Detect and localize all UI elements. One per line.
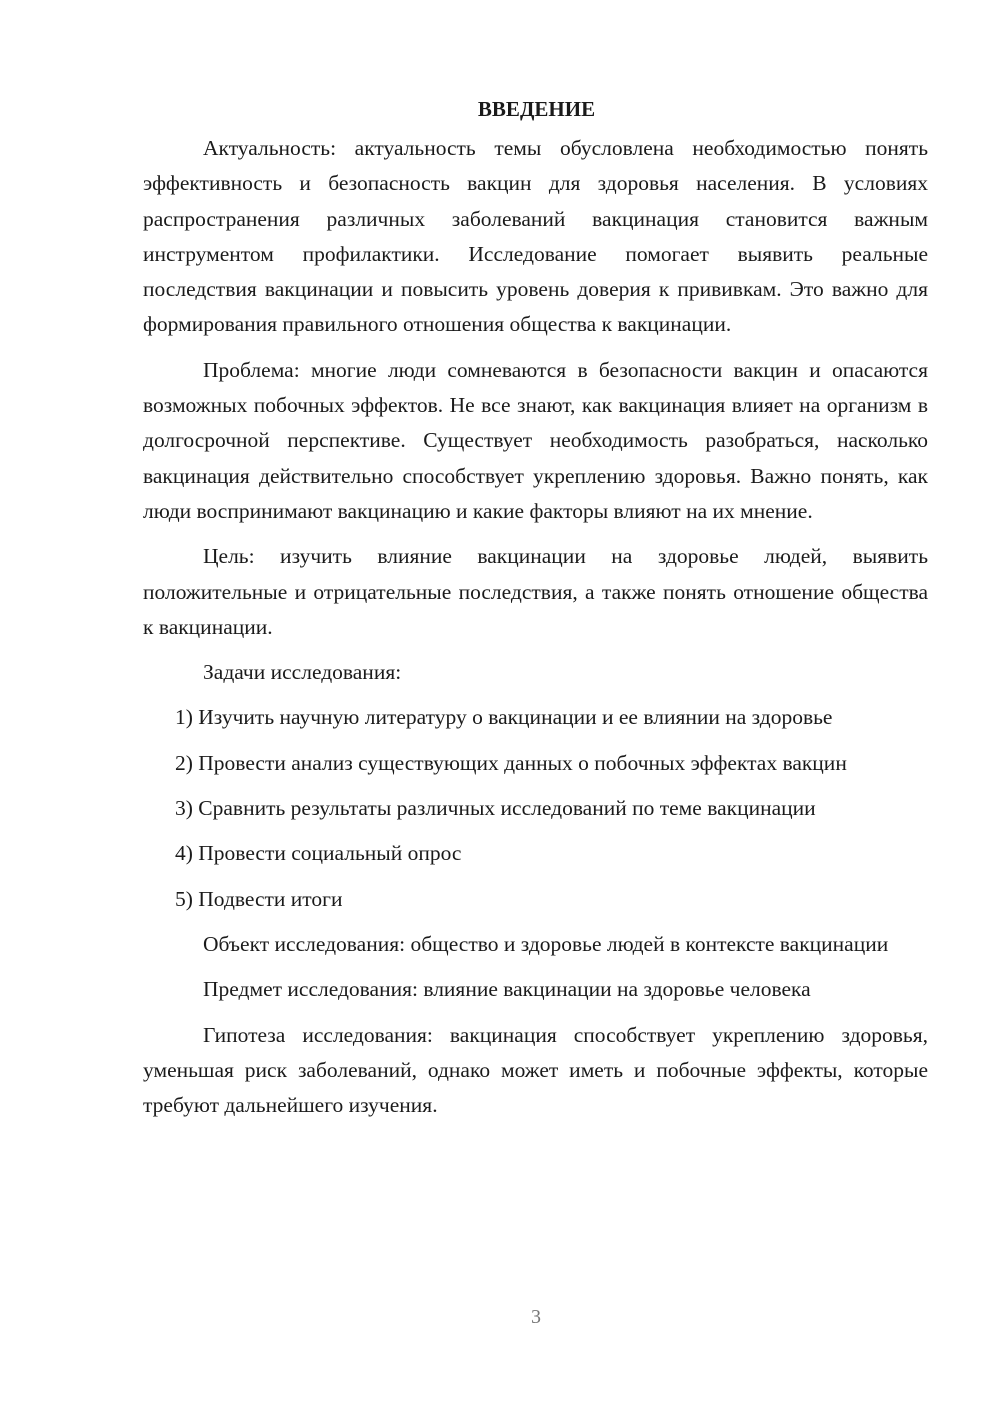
paragraph-goal: Цель: изучить влияние вакцинации на здоровье людей, выявить положительные и отрицательные последствия, а также понять отношение общества к вакцинации. <box>143 544 928 639</box>
task-item-2: 2) Провести анализ существующих данных о побочных эффектах вакцин <box>175 750 847 775</box>
task-item-5: 5) Подвести итоги <box>175 886 343 911</box>
paragraph-hypothesis: Гипотеза исследования: вакцинация способствует укреплению здоровья, уменьшая риск заболеваний, однако может иметь и побочные эффекты, которые требуют дальнейшего изучения. <box>143 1022 928 1118</box>
document-page <box>143 92 928 1133</box>
task-item-4: 4) Провести социальный опрос <box>175 841 462 866</box>
task-item-3: 3) Сравнить результаты различных исследований по теме вакцинации <box>175 796 816 821</box>
document-title: ВВЕДЕНИЕ <box>477 97 596 121</box>
task-item-1: 1) Изучить научную литературу о вакцинации и ее влиянии на здоровье <box>175 705 833 730</box>
paragraph-relevance: Актуальность: актуальность темы обусловлена необходимостью понять эффективность и безопасность вакцин для здоровья населения. В условиях распространения различных заболеваний вакцинация становится важным инструментом профилактики. Исследование помогает выявить реальные последствия вакцинации и повысить уровень доверия к прививкам. Это важно для формирования правильного отношения общества к вакцинации. <box>143 136 928 337</box>
page-number: 3 <box>531 1306 541 1328</box>
paragraph-object: Объект исследования: общество и здоровье людей в контексте вакцинации <box>203 931 889 956</box>
paragraph-problem: Проблема: многие люди сомневаются в безопасности вакцин и опасаются возможных побочных эффектов. Не все знают, как вакцинация влияет на организм в долгосрочной перспективе. Существует необходимость разобраться, насколько вакцинация действительно способствует укреплению здоровья. Важно понять, как люди воспринимают вакцинацию и какие факторы влияют на их мнение. <box>143 357 928 523</box>
paragraph-subject: Предмет исследования: влияние вакцинации на здоровье человека <box>203 977 811 1002</box>
tasks-heading: Задачи исследования: <box>203 660 402 685</box>
